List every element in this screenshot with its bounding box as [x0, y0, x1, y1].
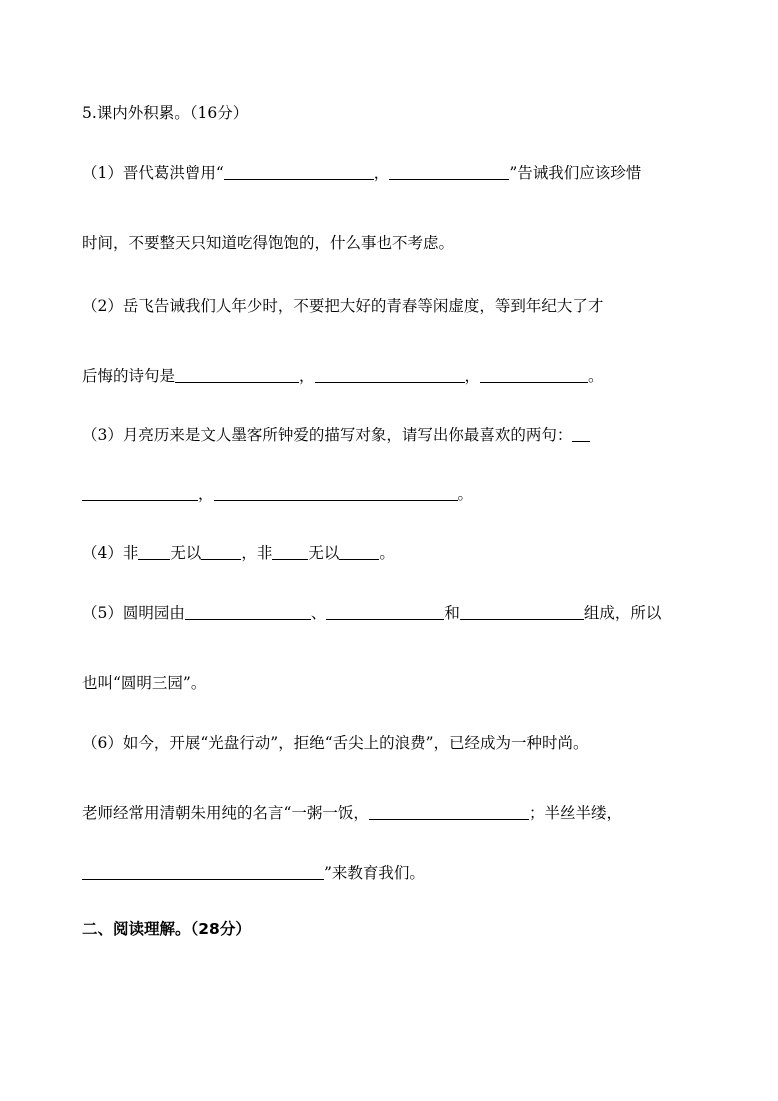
- answer-blank[interactable]: [315, 367, 465, 383]
- answer-blank[interactable]: [326, 604, 444, 620]
- q5-part3-line1: （3）月亮历来是文人墨客所钟爱的描写对象，请写出你最喜欢的两句：: [82, 425, 590, 445]
- q5-part1-line1: （1）晋代葛洪曾用“ ， ”告诫我们应该珍惜: [82, 164, 642, 182]
- section-2-title: 二、阅读理解。（28分）: [82, 920, 251, 938]
- answer-blank[interactable]: [201, 544, 241, 560]
- q5-part6-line1: （6）如今，开展“光盘行动”，拒绝“舌尖上的浪费”，已经成为一种时尚。: [82, 734, 589, 752]
- answer-blank[interactable]: [272, 544, 308, 560]
- q5-part6-line3: ”来教育我们。: [82, 863, 425, 883]
- answer-blank[interactable]: [214, 485, 458, 501]
- answer-blank[interactable]: [82, 864, 324, 880]
- q5-part5-line1: （5）圆明园由 、 和 组成，所以: [82, 604, 662, 622]
- answer-blank[interactable]: [572, 426, 590, 442]
- q5-part3-line2: ， 。: [82, 484, 473, 504]
- q5-part4: （4）非 无以 ，非 无以 。: [82, 544, 395, 562]
- q5-part5-line2: 也叫“圆明三园”。: [82, 674, 207, 692]
- answer-blank[interactable]: [369, 804, 529, 820]
- answer-blank[interactable]: [339, 544, 379, 560]
- answer-blank[interactable]: [480, 367, 588, 383]
- q5-part6-line2: 老师经常用清朝朱用纯的名言“一粥一饭， ；半丝半缕，: [82, 804, 622, 822]
- answer-blank[interactable]: [175, 367, 299, 383]
- answer-blank[interactable]: [224, 164, 374, 180]
- answer-blank[interactable]: [389, 164, 509, 180]
- question-5-title: 5.课内外积累。（16分）: [82, 104, 249, 122]
- q5-part2-line2: 后悔的诗句是 ， ， 。: [82, 367, 604, 385]
- answer-blank[interactable]: [82, 485, 198, 501]
- answer-blank[interactable]: [460, 604, 584, 620]
- q5-part2-line1: （2）岳飞告诫我们人年少时，不要把大好的青春等闲虚度，等到年纪大了才: [82, 297, 604, 315]
- answer-blank[interactable]: [185, 604, 311, 620]
- answer-blank[interactable]: [138, 544, 170, 560]
- q5-part1-line2: 时间，不要整天只知道吃得饱饱的，什么事也不考虑。: [82, 234, 455, 252]
